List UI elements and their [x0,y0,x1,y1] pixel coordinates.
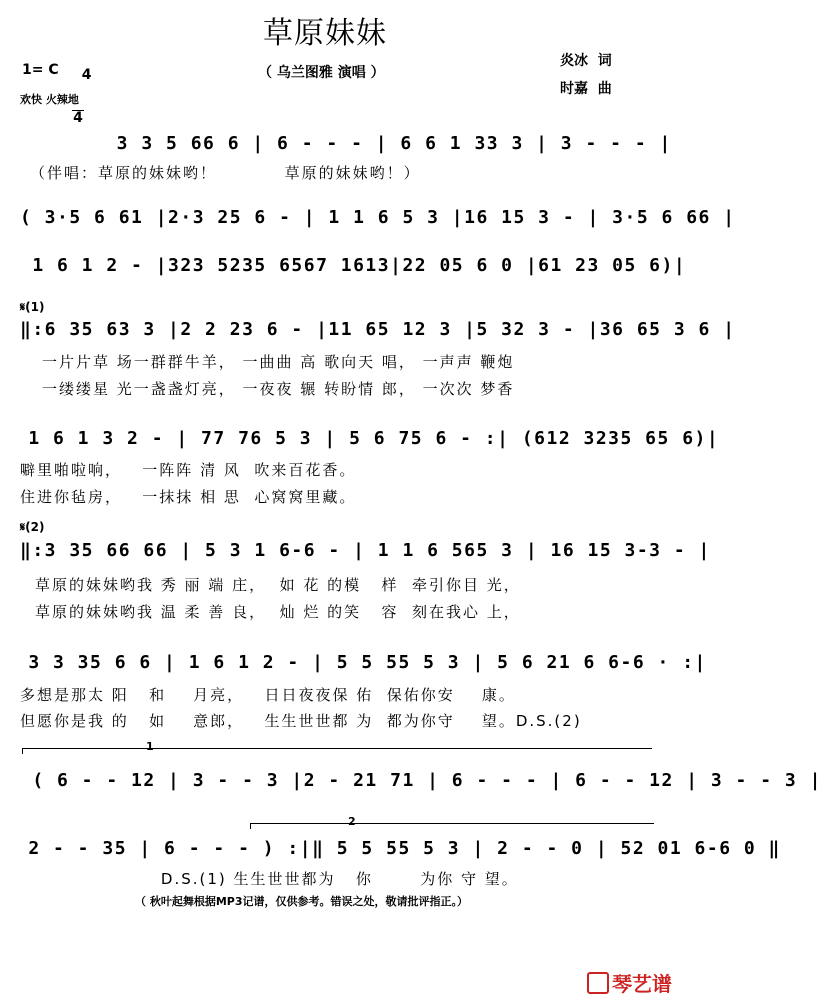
lyric-row-5-verse-2: 住进你毡房， 一抹抹 相 思 心窝窝里藏。 [20,488,357,506]
notation-row-5: 1 6 1 3 2 - | 77 76 5 3 | 5 6 75 6 - :| (612 3235 65 6)| [16,428,720,449]
notation-row-7: 3 3 35 6 6 | 1 6 1 2 - | 5 5 55 5 3 | 5 6 21 6 6-6 · :| [16,652,707,673]
segno-2: 𝄋(2) [20,520,45,534]
time-top: 4 [81,67,92,83]
watermark-text: 琴艺谱 [611,972,672,996]
volta-1-bracket [22,748,652,749]
tempo-marking: 欢快 火辣地 [20,93,79,106]
lyric-row-1: （伴唱：草原的妹妹哟！ 草原的妹妹哟！） [30,164,421,182]
site-watermark [573,944,672,997]
volta-1-label: 1 [146,740,154,753]
key-signature: 1= C [22,62,59,78]
volta-2-label: 2 [348,815,356,828]
notation-row-4: ‖:6 35 63 3 |2 2 23 6 - |11 65 12 3 |5 32 3 - |36 65 3 6 | [20,319,736,340]
lyric-row-4-verse-1: 一片片草 场一群群牛羊， 一曲曲 高 歌向天 唱， 一声声 鞭炮 [42,353,515,371]
volta-2-tick [250,823,251,829]
volta-2-bracket [250,823,654,824]
composer-credit: 时嘉 曲 [560,81,612,97]
lyric-row-7-verse-2: 但愿你是我 的 如 意郎， 生生世世都 为 都为你守 望。D.S.(2) [20,712,582,730]
transcription-note: （ 秋叶起舞根据MP3记谱，仅供参考。错误之处，敬请批评指正。） [135,895,468,908]
notation-row-2: ( 3·5 6 61 |2·3 25 6 - | 1 1 6 5 3 |16 15 3 - | 3·5 6 66 | [20,207,736,228]
lyric-row-5-verse-1: 噼里啪啦响， 一阵阵 清 风 吹来百花香。 [20,461,357,479]
lyric-row-4-verse-2: 一缕缕星 光一盏盏灯亮， 一夜夜 辗 转盼情 郎， 一次次 梦香 [42,380,515,398]
lyric-row-9: D.S.(1) 生生世世都为 你 为你 守 望。 [12,870,519,888]
notation-row-1: 3 3 5 66 6 | 6 - - - | 6 6 1 33 3 | 3 - - - | [92,133,672,154]
notation-row-8: ( 6 - - 12 | 3 - - 3 |2 - 21 71 | 6 - - - | 6 - - 12 | 3 - - 3 | [20,770,822,791]
watermark-icon [587,972,609,994]
notation-row-9: 2 - - 35 | 6 - - - ) :|‖ 5 5 55 5 3 | 2 - - 0 | 52 01 6-6 0 ‖ [16,838,781,859]
notation-row-6: ‖:3 35 66 66 | 5 3 1 6-6 - | 1 1 6 565 3 | 16 15 3-3 - | [20,540,711,561]
time-bottom: 4 [73,110,83,126]
volta-1-tick [22,748,23,754]
song-title: 草原妹妹 [263,16,387,51]
lyric-row-7-verse-1: 多想是那太 阳 和 月亮， 日日夜夜保 佑 保佑你安 康。 [20,686,516,704]
notation-row-3: 1 6 1 2 - |323 5235 6567 1613|22 05 6 0 |61 23 05 6)| [20,255,687,276]
lyricist-credit: 炎冰 词 [560,53,612,69]
lyric-row-6-verse-1: 草原的妹妹哟我 秀 丽 端 庄， 如 花 的模 样 牵引你目 光， [35,576,521,594]
lyric-row-6-verse-2: 草原的妹妹哟我 温 柔 善 良， 灿 烂 的笑 容 刻在我心 上， [35,603,521,621]
segno-1: 𝄋(1) [20,300,45,314]
singer-credit: （ 乌兰图雅 演唱 ） [258,65,385,81]
